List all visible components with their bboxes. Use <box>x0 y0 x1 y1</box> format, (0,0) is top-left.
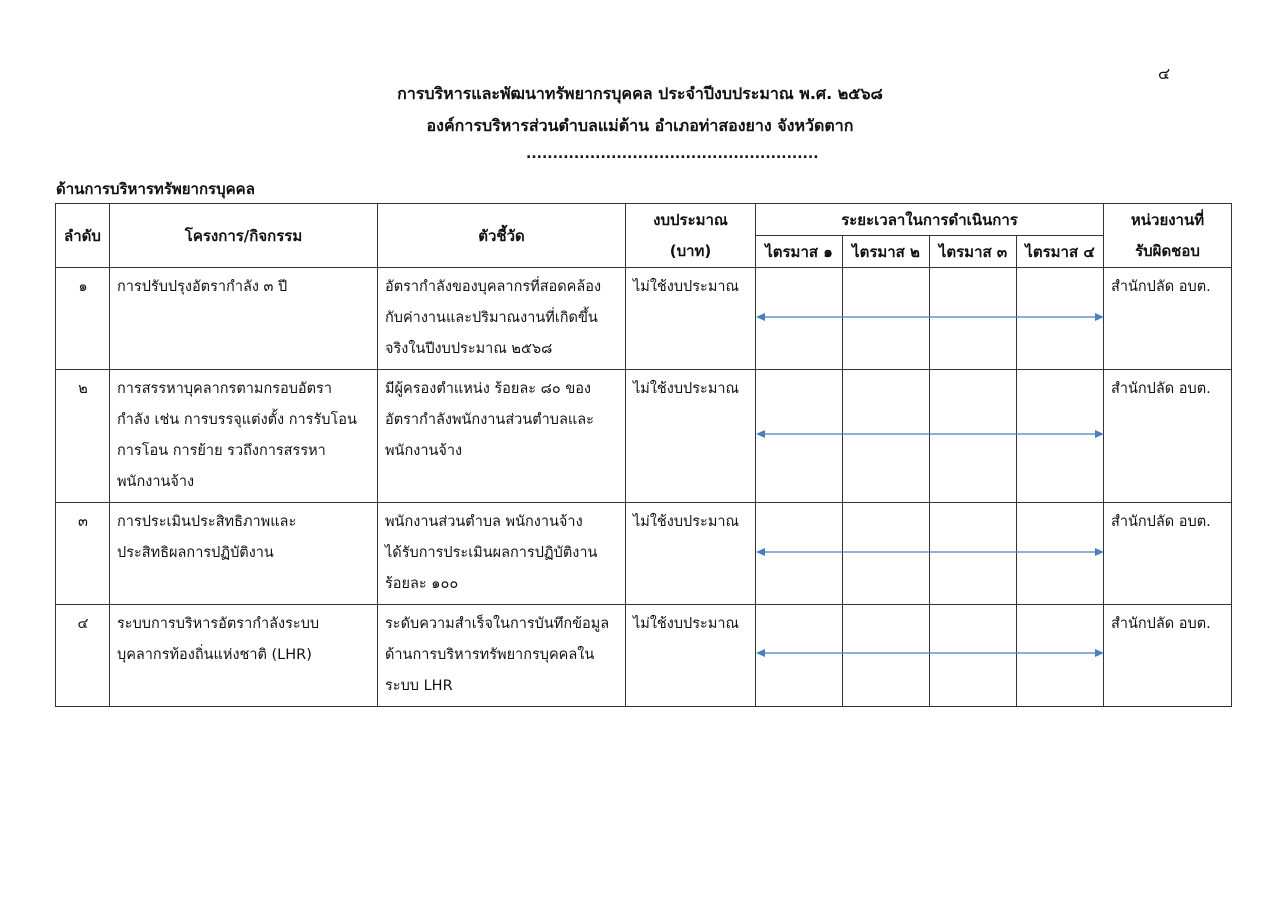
quarter-3-cell <box>930 268 1017 370</box>
quarter-2-cell <box>843 268 930 370</box>
row-number: ๒ <box>56 370 110 503</box>
quarter-2-cell <box>843 503 930 605</box>
quarter-4-cell <box>1017 605 1104 707</box>
table.rows.2.indicator-line: พนักงานส่วนตำบล พนักงานจ้าง <box>385 514 583 530</box>
project-cell <box>110 268 378 370</box>
header-q1: ไตรมาส ๑ <box>756 236 843 268</box>
project-cell <box>110 605 378 707</box>
table.rows.2.project-line: การประเมินประสิทธิภาพและ <box>117 514 297 530</box>
indicator-cell <box>378 268 626 370</box>
header-budget-unit: (บาท) <box>626 236 756 268</box>
row-number: ๔ <box>56 605 110 707</box>
dotted-separator: ....................................................... <box>526 146 819 162</box>
header-q3: ไตรมาส ๓ <box>930 236 1017 268</box>
table-row <box>56 370 1232 503</box>
project-cell <box>110 370 378 503</box>
table.rows.0.project-line: การปรับปรุงอัตรากำลัง ๓ ปี <box>117 279 288 295</box>
table.rows.0.indicator-line: จริงในปีงบประมาณ ๒๕๖๘ <box>385 341 553 357</box>
budget-cell: ไม่ใช้งบประมาณ <box>626 605 756 707</box>
quarter-3-cell <box>930 370 1017 503</box>
budget-cell: ไม่ใช้งบประมาณ <box>626 370 756 503</box>
responsible-cell: สำนักปลัด อบต. <box>1104 503 1232 605</box>
table.rows.0.indicator-line: กับค่างานและปริมาณงานที่เกิดขึ้น <box>385 310 598 326</box>
quarter-3-cell <box>930 503 1017 605</box>
header-q2: ไตรมาส ๒ <box>843 236 930 268</box>
indicator-cell <box>378 370 626 503</box>
table-row <box>56 268 1232 370</box>
page-number: ๔ <box>1158 64 1171 83</box>
quarter-4-cell <box>1017 268 1104 370</box>
table.rows.2.indicator-line: ร้อยละ ๑๐๐ <box>385 576 459 592</box>
table-row <box>56 503 1232 605</box>
header-no: ลำดับ <box>56 204 110 268</box>
quarter-2-cell <box>843 370 930 503</box>
quarter-2-cell <box>843 605 930 707</box>
header-q4: ไตรมาส ๔ <box>1017 236 1104 268</box>
responsible-cell: สำนักปลัด อบต. <box>1104 268 1232 370</box>
table.rows.1.project-line: การสรรหาบุคลากรตามกรอบอัตรา <box>117 381 332 397</box>
table.rows.3.indicator-line: ด้านการบริหารทรัพยากรบุคคลใน <box>385 647 595 663</box>
plan-table <box>55 203 1232 707</box>
table.rows.1.project-line: พนักงานจ้าง <box>117 474 195 490</box>
responsible-cell: สำนักปลัด อบต. <box>1104 605 1232 707</box>
budget-cell: ไม่ใช้งบประมาณ <box>626 503 756 605</box>
quarter-4-cell <box>1017 503 1104 605</box>
section-title: ด้านการบริหารทรัพยากรบุคคล <box>56 180 255 198</box>
table.rows.3.indicator-line: ระบบ LHR <box>385 678 453 694</box>
table.rows.3.project-line: ระบบการบริหารอัตรากำลังระบบ <box>117 616 320 632</box>
header-period: ระยะเวลาในการดำเนินการ <box>756 204 1104 236</box>
budget-cell: ไม่ใช้งบประมาณ <box>626 268 756 370</box>
row-number: ๑ <box>56 268 110 370</box>
header-responsible: หน่วยงานที่ <box>1104 204 1232 236</box>
table.rows.1.indicator-line: มีผู้ครองตำแหน่ง ร้อยละ ๘๐ ของ <box>385 381 592 397</box>
row-number: ๓ <box>56 503 110 605</box>
quarter-1-cell <box>756 268 843 370</box>
table.rows.3.project-line: บุคลากรท้องถิ่นแห่งชาติ (LHR) <box>117 647 312 663</box>
table.rows.1.indicator-line: อัตรากำลังพนักงานส่วนตำบลและ <box>385 412 594 428</box>
responsible-cell: สำนักปลัด อบต. <box>1104 370 1232 503</box>
table-row <box>56 605 1232 707</box>
quarter-1-cell <box>756 370 843 503</box>
indicator-cell <box>378 503 626 605</box>
quarter-3-cell <box>930 605 1017 707</box>
table.rows.2.indicator-line: ได้รับการประเมินผลการปฏิบัติงาน <box>385 545 598 561</box>
table.rows.1.project-line: การโอน การย้าย รวถึงการสรรหา <box>117 443 326 459</box>
table.rows.2.project-line: ประสิทธิผลการปฏิบัติงาน <box>117 545 274 561</box>
quarter-1-cell <box>756 605 843 707</box>
project-cell <box>110 503 378 605</box>
indicator-cell <box>378 605 626 707</box>
table.rows.1.project-line: กำลัง เช่น การบรรจุแต่งตั้ง การรับโอน <box>117 412 357 428</box>
table.rows.0.indicator-line: อัตรากำลังของบุคลากรที่สอดคล้อง <box>385 279 602 295</box>
document-title: การบริหารและพัฒนาทรัพยากรบุคคล ประจำปีงบประมาณ พ.ศ. ๒๕๖๘ <box>397 84 883 103</box>
header-indicator: ตัวชี้วัด <box>378 204 626 268</box>
organization-title: องค์การบริหารส่วนตำบลแม่ต้าน อำเภอท่าสองยาง จังหวัดตาก <box>426 116 854 135</box>
quarter-4-cell <box>1017 370 1104 503</box>
table.rows.3.indicator-line: ระดับความสำเร็จในการบันทึกข้อมูล <box>385 616 610 632</box>
header-responsible-2: รับผิดชอบ <box>1104 236 1232 268</box>
table.rows.1.indicator-line: พนักงานจ้าง <box>385 443 463 459</box>
header-budget: งบประมาณ <box>626 204 756 236</box>
header-project: โครงการ/กิจกรรม <box>110 204 378 268</box>
quarter-1-cell <box>756 503 843 605</box>
